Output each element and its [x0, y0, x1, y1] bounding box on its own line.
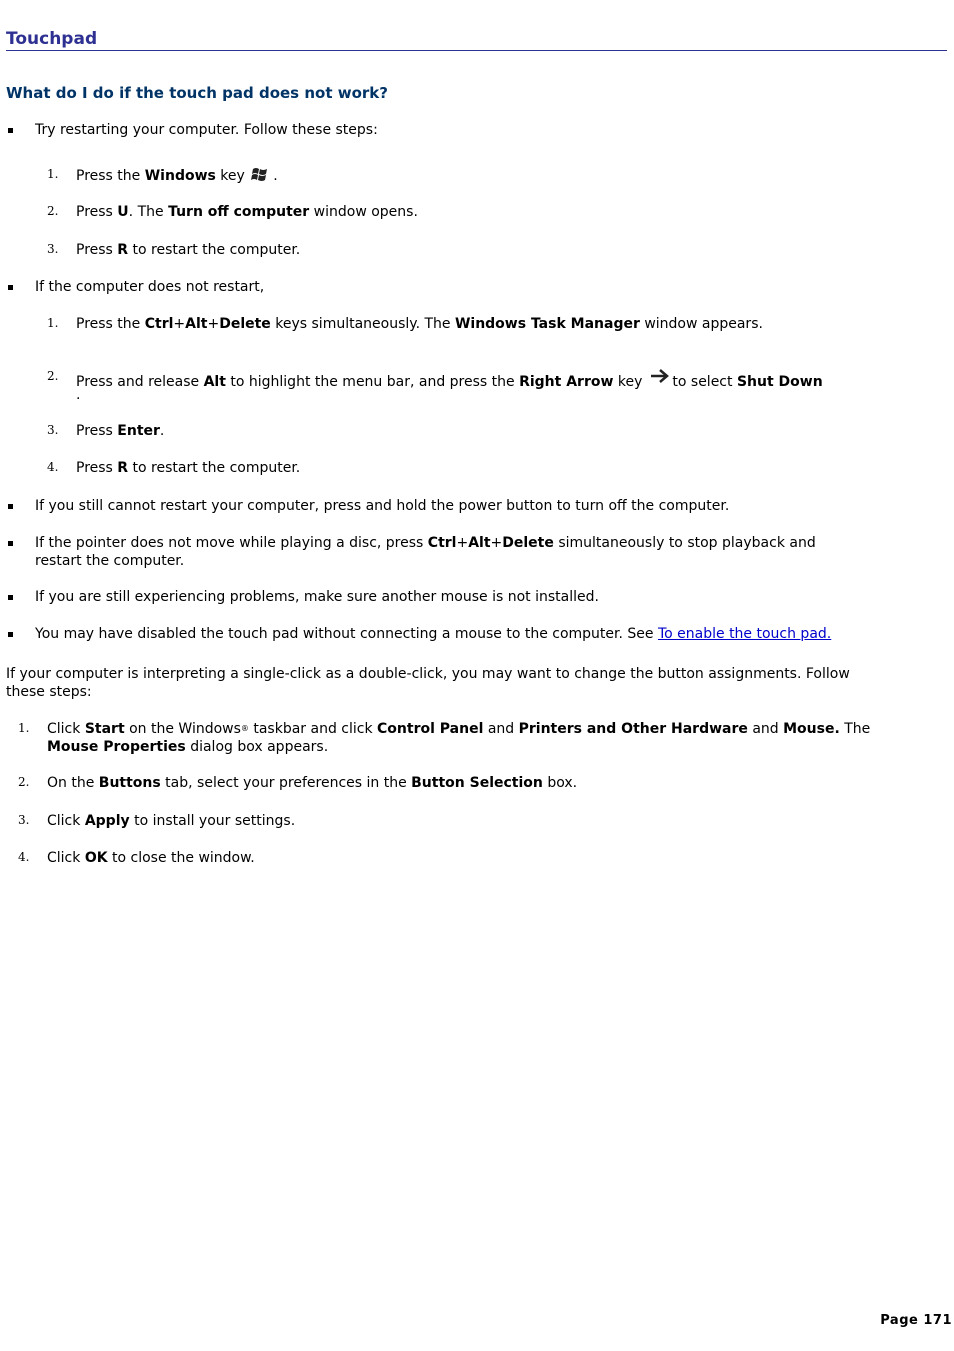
step-number: 1. — [18, 721, 30, 735]
step-number: 1. — [47, 316, 59, 330]
step-number: 2. — [18, 775, 30, 789]
step-ctrl-alt-delete: Press the Ctrl+Alt+Delete keys simultaneously. The Windows Task Manager window appears. — [76, 316, 763, 332]
bullet-disabled-touchpad: You may have disabled the touch pad without connecting a mouse to the computer. See To enable the touch pad. — [35, 626, 832, 642]
step-number: 3. — [47, 242, 59, 256]
step-number: 4. — [18, 850, 30, 864]
right-arrow-icon — [650, 368, 670, 389]
step-buttons-tab: On the Buttons tab, select your preferences in the Button Selection box. — [47, 775, 578, 791]
bullet-power-button: If you still cannot restart your computer, press and hold the power button to turn off the computer. — [35, 498, 730, 514]
step-press-enter: Press Enter. — [76, 423, 165, 439]
bullet-does-not-restart: If the computer does not restart, — [35, 279, 265, 295]
step-click-start: Click Start on the Windows® taskbar and click Control Panel and Printers and Other Hardware and Mouse. The Mouse Properties dialog box appears. — [47, 721, 871, 755]
step-number: 1. — [47, 167, 59, 181]
step-click-apply: Click Apply to install your settings. — [47, 813, 296, 829]
step-alt-right-arrow: Press and release Alt to highlight the menu bar, and press the Right Arrow key to select Shut Down — [76, 368, 823, 391]
step-press-windows: Press the Windows key . — [76, 166, 278, 187]
step-press-r: Press R to restart the computer. — [76, 242, 301, 258]
enable-touchpad-link[interactable]: To enable the touch pad. — [657, 626, 832, 642]
step-number: 3. — [18, 813, 30, 827]
page-number: Page 171 — [880, 1313, 952, 1328]
page-title: Touchpad — [6, 29, 947, 51]
step-trailing-period: . — [76, 387, 81, 403]
step-press-r: Press R to restart the computer. — [76, 460, 301, 476]
bullet-another-mouse: If you are still experiencing problems, make sure another mouse is not installed. — [35, 589, 599, 605]
step-click-ok: Click OK to close the window. — [47, 850, 255, 866]
step-number: 3. — [47, 423, 59, 437]
windows-key-icon — [251, 166, 269, 187]
bullet-pointer-disc: If the pointer does not move while playing a disc, press Ctrl+Alt+Delete simultaneously to stop playback and restart the computer. — [35, 535, 816, 569]
step-press-u: Press U. The Turn off computer window opens. — [76, 204, 418, 220]
double-click-paragraph: If your computer is interpreting a single-click as a double-click, you may want to change the button assignments. Follow these steps: — [6, 666, 850, 700]
question-heading: What do I do if the touch pad does not work? — [6, 84, 388, 102]
step-number: 2. — [47, 204, 59, 218]
step-number: 4. — [47, 460, 59, 474]
bullet-try-restart: Try restarting your computer. Follow these steps: — [35, 122, 378, 138]
step-number: 2. — [47, 369, 59, 383]
